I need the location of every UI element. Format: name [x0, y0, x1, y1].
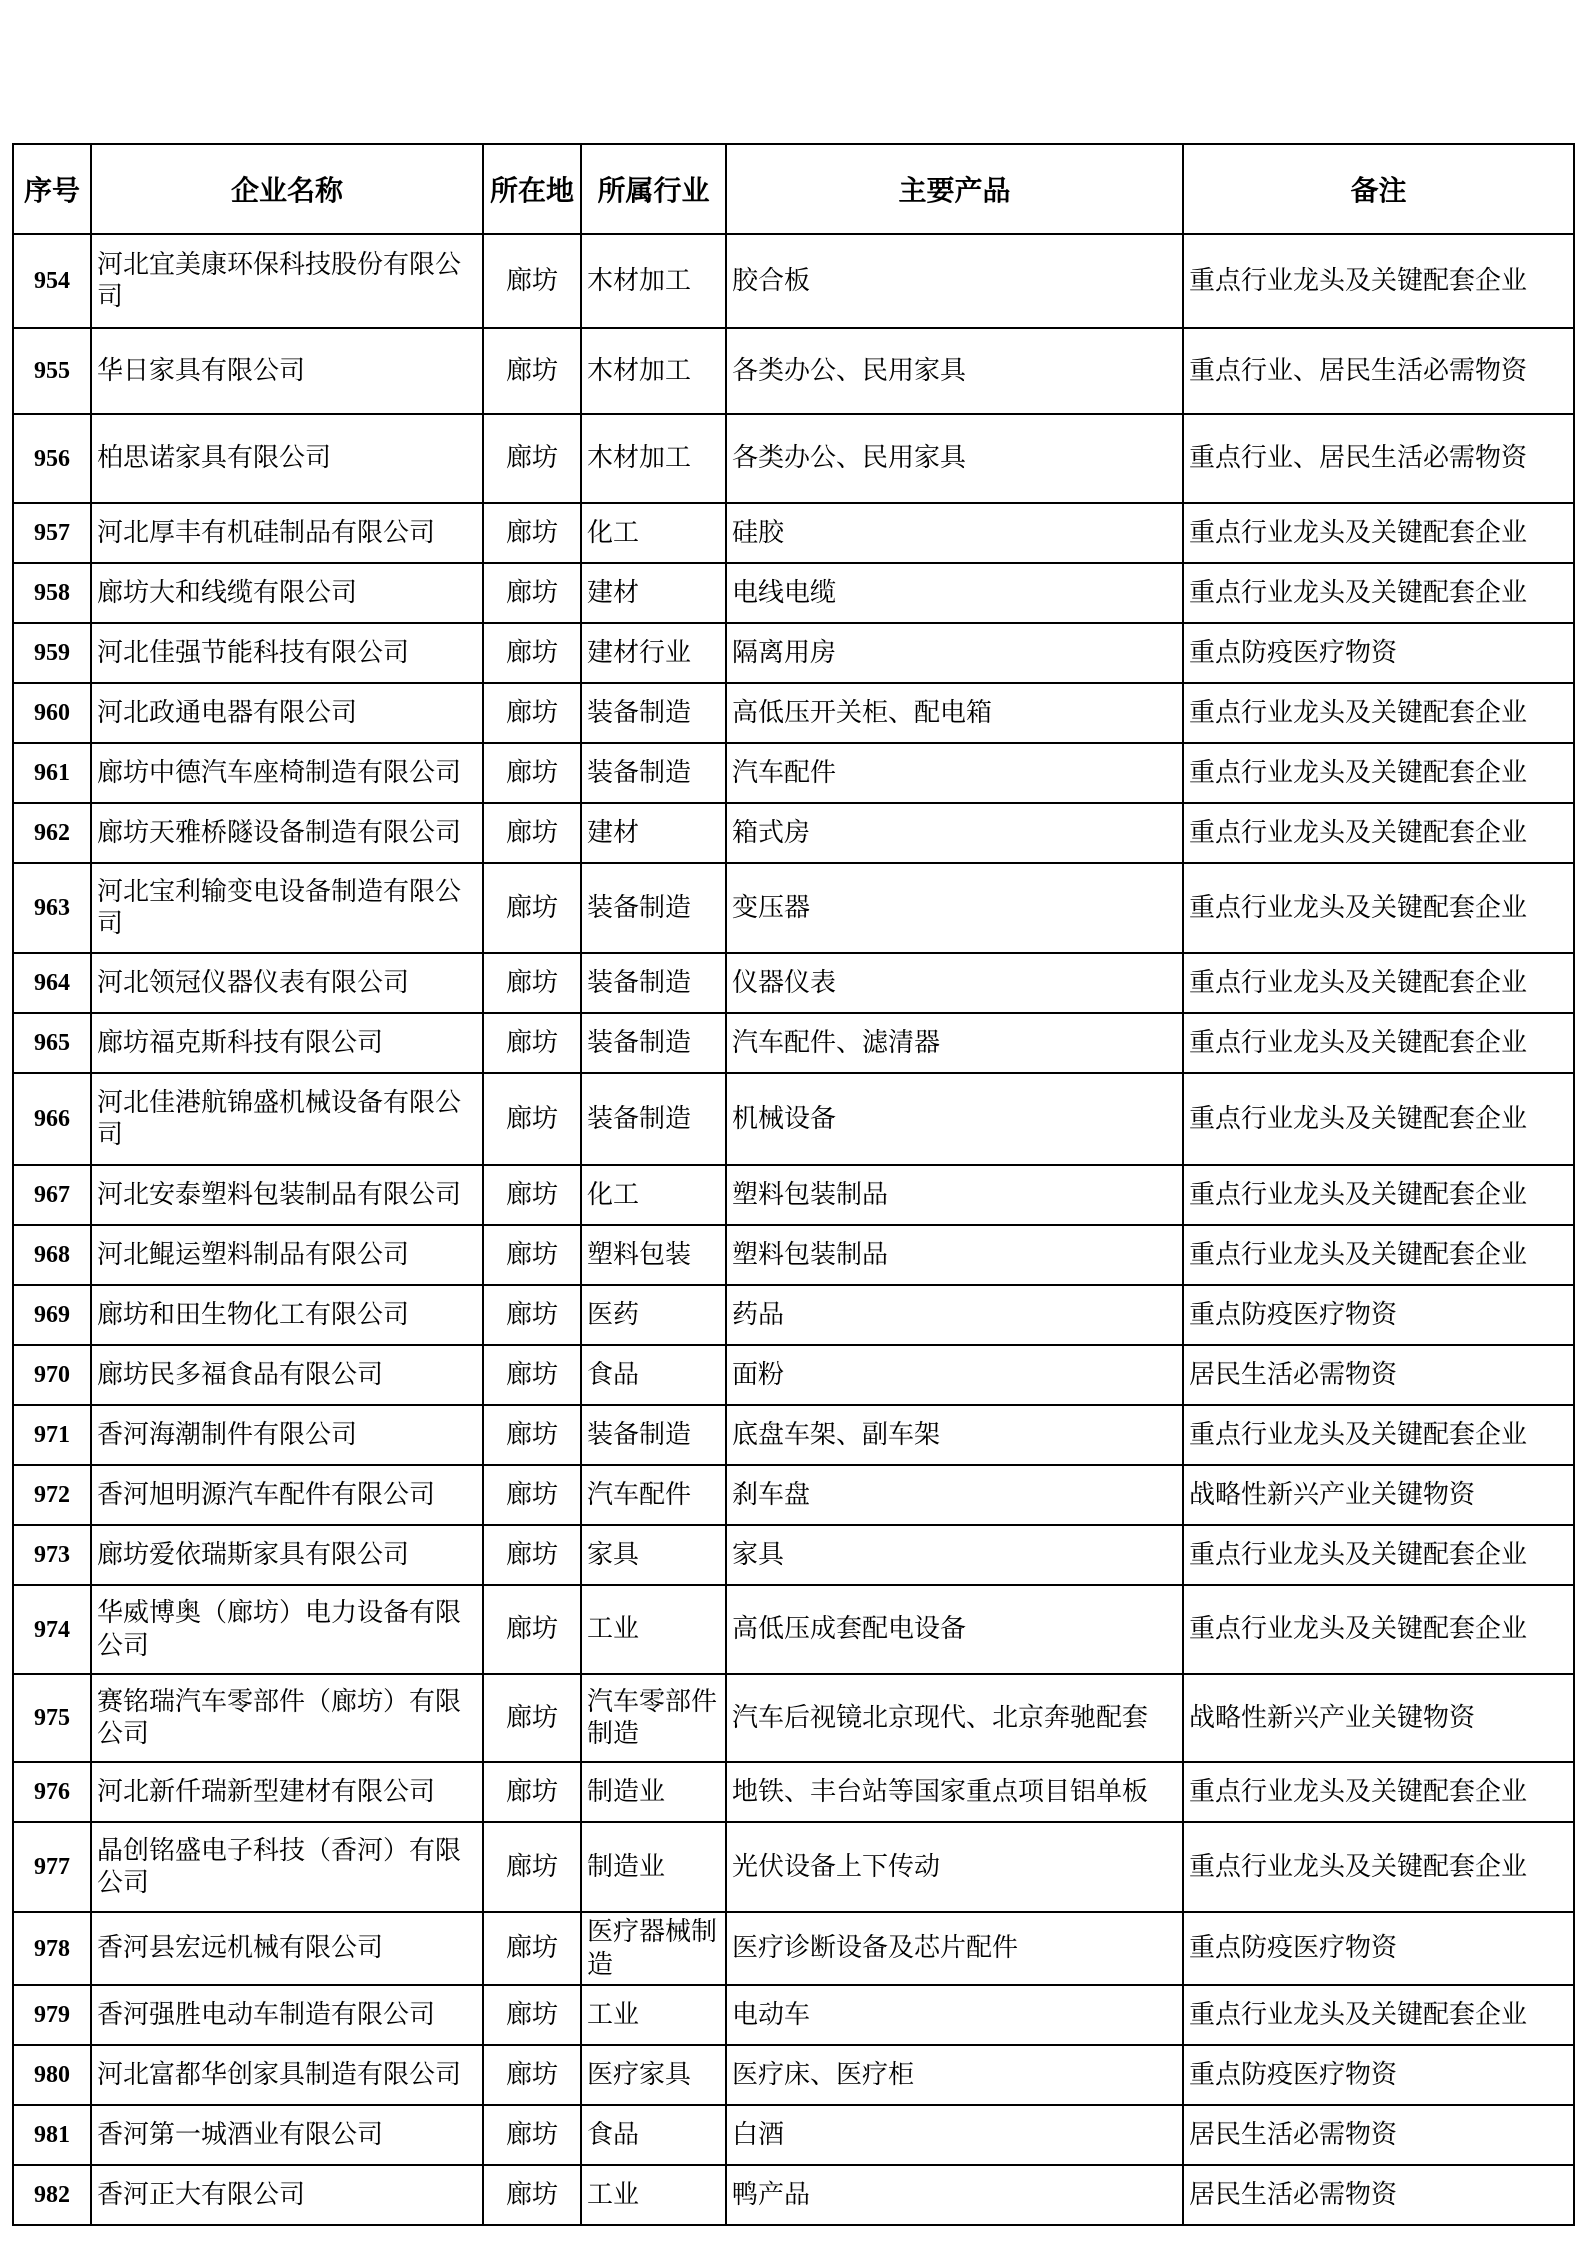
table-row [13, 1762, 1574, 1822]
cell-industry: 装备制造 [581, 743, 726, 803]
cell-main-products: 隔离用房 [726, 623, 1183, 683]
cell-remark: 重点行业龙头及关键配套企业 [1183, 563, 1574, 623]
cell-location: 廊坊 [483, 863, 581, 953]
table-row [13, 1465, 1574, 1525]
cell-location: 廊坊 [483, 1762, 581, 1822]
cell-company-name: 晶创铭盛电子科技（香河）有限公司 [91, 1822, 483, 1912]
cell-main-products: 高低压成套配电设备 [726, 1585, 1183, 1674]
cell-serial-number: 965 [13, 1013, 91, 1073]
cell-serial-number: 972 [13, 1465, 91, 1525]
table-row [13, 1225, 1574, 1285]
cell-serial-number: 966 [13, 1073, 91, 1165]
cell-location: 廊坊 [483, 1073, 581, 1165]
cell-serial-number: 959 [13, 623, 91, 683]
cell-company-name: 廊坊民多福食品有限公司 [91, 1345, 483, 1405]
cell-location: 廊坊 [483, 1525, 581, 1585]
cell-company-name: 廊坊天雅桥隧设备制造有限公司 [91, 803, 483, 863]
cell-serial-number: 981 [13, 2105, 91, 2165]
cell-main-products: 电动车 [726, 1985, 1183, 2045]
table-row [13, 1822, 1574, 1912]
cell-main-products: 塑料包装制品 [726, 1165, 1183, 1225]
cell-location: 廊坊 [483, 1822, 581, 1912]
cell-location: 廊坊 [483, 503, 581, 563]
table-row [13, 414, 1574, 503]
cell-company-name: 香河第一城酒业有限公司 [91, 2105, 483, 2165]
cell-remark: 战略性新兴产业关键物资 [1183, 1465, 1574, 1525]
cell-remark: 战略性新兴产业关键物资 [1183, 1674, 1574, 1762]
header-row [13, 144, 1574, 234]
cell-serial-number: 970 [13, 1345, 91, 1405]
cell-industry: 化工 [581, 1165, 726, 1225]
cell-location: 廊坊 [483, 1405, 581, 1465]
cell-remark: 重点行业龙头及关键配套企业 [1183, 1985, 1574, 2045]
cell-industry: 木材加工 [581, 328, 726, 414]
table-row [13, 503, 1574, 563]
enterprise-table [12, 143, 1575, 2226]
cell-location: 廊坊 [483, 683, 581, 743]
cell-industry: 木材加工 [581, 414, 726, 503]
cell-industry: 装备制造 [581, 1405, 726, 1465]
cell-remark: 重点防疫医疗物资 [1183, 2045, 1574, 2105]
cell-industry: 建材行业 [581, 623, 726, 683]
cell-main-products: 塑料包装制品 [726, 1225, 1183, 1285]
cell-serial-number: 964 [13, 953, 91, 1013]
cell-main-products: 刹车盘 [726, 1465, 1183, 1525]
cell-industry: 化工 [581, 503, 726, 563]
cell-main-products: 汽车后视镜北京现代、北京奔驰配套 [726, 1674, 1183, 1762]
cell-industry: 装备制造 [581, 1013, 726, 1073]
table-row [13, 863, 1574, 953]
table-row [13, 1405, 1574, 1465]
table-row [13, 953, 1574, 1013]
table-row [13, 1345, 1574, 1405]
cell-industry: 工业 [581, 2165, 726, 2225]
cell-industry: 汽车零部件制造 [581, 1674, 726, 1762]
col-header-serial: 序号 [13, 144, 91, 234]
cell-company-name: 廊坊爱依瑞斯家具有限公司 [91, 1525, 483, 1585]
cell-industry: 装备制造 [581, 683, 726, 743]
cell-main-products: 机械设备 [726, 1073, 1183, 1165]
cell-industry: 食品 [581, 2105, 726, 2165]
cell-remark: 重点行业龙头及关键配套企业 [1183, 803, 1574, 863]
cell-industry: 工业 [581, 1985, 726, 2045]
table-row [13, 2045, 1574, 2105]
cell-location: 廊坊 [483, 1585, 581, 1674]
cell-remark: 重点行业龙头及关键配套企业 [1183, 1225, 1574, 1285]
cell-main-products: 地铁、丰台站等国家重点项目铝单板 [726, 1762, 1183, 1822]
cell-serial-number: 960 [13, 683, 91, 743]
cell-remark: 居民生活必需物资 [1183, 2165, 1574, 2225]
cell-serial-number: 982 [13, 2165, 91, 2225]
cell-location: 廊坊 [483, 1285, 581, 1345]
cell-industry: 食品 [581, 1345, 726, 1405]
cell-location: 廊坊 [483, 953, 581, 1013]
cell-company-name: 河北新仟瑞新型建材有限公司 [91, 1762, 483, 1822]
cell-location: 廊坊 [483, 743, 581, 803]
col-header-location: 所在地 [483, 144, 581, 234]
table-row [13, 743, 1574, 803]
cell-company-name: 香河海潮制件有限公司 [91, 1405, 483, 1465]
cell-industry: 医药 [581, 1285, 726, 1345]
cell-industry: 医疗器械制造 [581, 1912, 726, 1985]
table-row [13, 1912, 1574, 1985]
cell-industry: 装备制造 [581, 863, 726, 953]
cell-location: 廊坊 [483, 328, 581, 414]
cell-remark: 重点防疫医疗物资 [1183, 1285, 1574, 1345]
cell-serial-number: 980 [13, 2045, 91, 2105]
cell-remark: 重点防疫医疗物资 [1183, 1912, 1574, 1985]
cell-company-name: 河北佳港航锦盛机械设备有限公司 [91, 1073, 483, 1165]
cell-main-products: 底盘车架、副车架 [726, 1405, 1183, 1465]
cell-company-name: 河北佳强节能科技有限公司 [91, 623, 483, 683]
cell-company-name: 赛铭瑞汽车零部件（廊坊）有限公司 [91, 1674, 483, 1762]
cell-serial-number: 954 [13, 234, 91, 328]
cell-serial-number: 975 [13, 1674, 91, 1762]
cell-serial-number: 978 [13, 1912, 91, 1985]
table-row [13, 1013, 1574, 1073]
cell-remark: 重点行业龙头及关键配套企业 [1183, 1013, 1574, 1073]
cell-serial-number: 963 [13, 863, 91, 953]
cell-industry: 木材加工 [581, 234, 726, 328]
cell-main-products: 各类办公、民用家具 [726, 328, 1183, 414]
cell-industry: 建材 [581, 803, 726, 863]
table-row [13, 2105, 1574, 2165]
cell-remark: 重点行业龙头及关键配套企业 [1183, 683, 1574, 743]
cell-remark: 居民生活必需物资 [1183, 1345, 1574, 1405]
cell-remark: 重点防疫医疗物资 [1183, 623, 1574, 683]
col-header-company-name: 企业名称 [91, 144, 483, 234]
cell-main-products: 汽车配件、滤清器 [726, 1013, 1183, 1073]
cell-serial-number: 979 [13, 1985, 91, 2045]
cell-remark: 重点行业龙头及关键配套企业 [1183, 953, 1574, 1013]
cell-industry: 塑料包装 [581, 1225, 726, 1285]
table-row [13, 328, 1574, 414]
cell-location: 廊坊 [483, 2105, 581, 2165]
cell-main-products: 面粉 [726, 1345, 1183, 1405]
cell-main-products: 家具 [726, 1525, 1183, 1585]
table-row [13, 1585, 1574, 1674]
cell-industry: 装备制造 [581, 1073, 726, 1165]
cell-location: 廊坊 [483, 563, 581, 623]
col-header-remark: 备注 [1183, 144, 1574, 234]
cell-main-products: 鸭产品 [726, 2165, 1183, 2225]
cell-industry: 装备制造 [581, 953, 726, 1013]
cell-company-name: 廊坊福克斯科技有限公司 [91, 1013, 483, 1073]
cell-company-name: 河北宝利输变电设备制造有限公司 [91, 863, 483, 953]
cell-serial-number: 969 [13, 1285, 91, 1345]
cell-serial-number: 973 [13, 1525, 91, 1585]
cell-remark: 重点行业龙头及关键配套企业 [1183, 1073, 1574, 1165]
cell-company-name: 香河强胜电动车制造有限公司 [91, 1985, 483, 2045]
cell-remark: 重点行业、居民生活必需物资 [1183, 414, 1574, 503]
cell-main-products: 仪器仪表 [726, 953, 1183, 1013]
cell-serial-number: 971 [13, 1405, 91, 1465]
cell-location: 廊坊 [483, 803, 581, 863]
cell-company-name: 河北宜美康环保科技股份有限公司 [91, 234, 483, 328]
cell-serial-number: 968 [13, 1225, 91, 1285]
cell-remark: 重点行业龙头及关键配套企业 [1183, 1762, 1574, 1822]
cell-remark: 重点行业龙头及关键配套企业 [1183, 234, 1574, 328]
cell-location: 廊坊 [483, 1912, 581, 1985]
cell-location: 廊坊 [483, 623, 581, 683]
table-row [13, 2165, 1574, 2225]
cell-location: 廊坊 [483, 1225, 581, 1285]
table-row [13, 1525, 1574, 1585]
cell-serial-number: 957 [13, 503, 91, 563]
cell-main-products: 医疗床、医疗柜 [726, 2045, 1183, 2105]
cell-company-name: 柏思诺家具有限公司 [91, 414, 483, 503]
cell-serial-number: 976 [13, 1762, 91, 1822]
cell-main-products: 胶合板 [726, 234, 1183, 328]
table-row [13, 803, 1574, 863]
cell-main-products: 电线电缆 [726, 563, 1183, 623]
cell-main-products: 白酒 [726, 2105, 1183, 2165]
table-row [13, 1073, 1574, 1165]
cell-serial-number: 955 [13, 328, 91, 414]
cell-remark: 居民生活必需物资 [1183, 2105, 1574, 2165]
cell-main-products: 各类办公、民用家具 [726, 414, 1183, 503]
cell-serial-number: 961 [13, 743, 91, 803]
cell-industry: 汽车配件 [581, 1465, 726, 1525]
table-row [13, 1285, 1574, 1345]
cell-company-name: 河北领冠仪器仪表有限公司 [91, 953, 483, 1013]
cell-industry: 医疗家具 [581, 2045, 726, 2105]
cell-main-products: 医疗诊断设备及芯片配件 [726, 1912, 1183, 1985]
cell-location: 廊坊 [483, 1345, 581, 1405]
cell-location: 廊坊 [483, 1165, 581, 1225]
cell-main-products: 汽车配件 [726, 743, 1183, 803]
table-row [13, 683, 1574, 743]
cell-company-name: 河北鲲运塑料制品有限公司 [91, 1225, 483, 1285]
cell-industry: 建材 [581, 563, 726, 623]
cell-remark: 重点行业龙头及关键配套企业 [1183, 743, 1574, 803]
cell-main-products: 光伏设备上下传动 [726, 1822, 1183, 1912]
cell-main-products: 变压器 [726, 863, 1183, 953]
cell-industry: 家具 [581, 1525, 726, 1585]
cell-location: 廊坊 [483, 1465, 581, 1525]
cell-company-name: 香河县宏远机械有限公司 [91, 1912, 483, 1985]
cell-company-name: 河北富都华创家具制造有限公司 [91, 2045, 483, 2105]
cell-serial-number: 958 [13, 563, 91, 623]
cell-company-name: 河北厚丰有机硅制品有限公司 [91, 503, 483, 563]
cell-serial-number: 974 [13, 1585, 91, 1674]
cell-company-name: 香河正大有限公司 [91, 2165, 483, 2225]
cell-location: 廊坊 [483, 2045, 581, 2105]
cell-serial-number: 977 [13, 1822, 91, 1912]
cell-remark: 重点行业龙头及关键配套企业 [1183, 1585, 1574, 1674]
cell-location: 廊坊 [483, 234, 581, 328]
cell-remark: 重点行业龙头及关键配套企业 [1183, 1822, 1574, 1912]
cell-location: 廊坊 [483, 1013, 581, 1073]
cell-industry: 制造业 [581, 1822, 726, 1912]
cell-main-products: 药品 [726, 1285, 1183, 1345]
cell-remark: 重点行业龙头及关键配套企业 [1183, 863, 1574, 953]
table-row [13, 1165, 1574, 1225]
col-header-main-products: 主要产品 [726, 144, 1183, 234]
cell-location: 廊坊 [483, 414, 581, 503]
cell-company-name: 河北安泰塑料包装制品有限公司 [91, 1165, 483, 1225]
table-row [13, 1985, 1574, 2045]
cell-serial-number: 962 [13, 803, 91, 863]
cell-company-name: 华日家具有限公司 [91, 328, 483, 414]
cell-serial-number: 967 [13, 1165, 91, 1225]
table-body [13, 234, 1574, 2225]
cell-main-products: 硅胶 [726, 503, 1183, 563]
table-row [13, 234, 1574, 328]
cell-location: 廊坊 [483, 2165, 581, 2225]
col-header-industry: 所属行业 [581, 144, 726, 234]
table-row [13, 623, 1574, 683]
cell-remark: 重点行业、居民生活必需物资 [1183, 328, 1574, 414]
cell-remark: 重点行业龙头及关键配套企业 [1183, 1165, 1574, 1225]
cell-company-name: 华威博奥（廊坊）电力设备有限公司 [91, 1585, 483, 1674]
cell-company-name: 廊坊和田生物化工有限公司 [91, 1285, 483, 1345]
cell-main-products: 箱式房 [726, 803, 1183, 863]
cell-industry: 制造业 [581, 1762, 726, 1822]
cell-industry: 工业 [581, 1585, 726, 1674]
cell-remark: 重点行业龙头及关键配套企业 [1183, 503, 1574, 563]
cell-location: 廊坊 [483, 1674, 581, 1762]
table-row [13, 1674, 1574, 1762]
cell-remark: 重点行业龙头及关键配套企业 [1183, 1525, 1574, 1585]
cell-location: 廊坊 [483, 1985, 581, 2045]
cell-company-name: 香河旭明源汽车配件有限公司 [91, 1465, 483, 1525]
cell-company-name: 廊坊中德汽车座椅制造有限公司 [91, 743, 483, 803]
cell-remark: 重点行业龙头及关键配套企业 [1183, 1405, 1574, 1465]
cell-main-products: 高低压开关柜、配电箱 [726, 683, 1183, 743]
cell-company-name: 河北政通电器有限公司 [91, 683, 483, 743]
cell-company-name: 廊坊大和线缆有限公司 [91, 563, 483, 623]
table-row [13, 563, 1574, 623]
cell-serial-number: 956 [13, 414, 91, 503]
